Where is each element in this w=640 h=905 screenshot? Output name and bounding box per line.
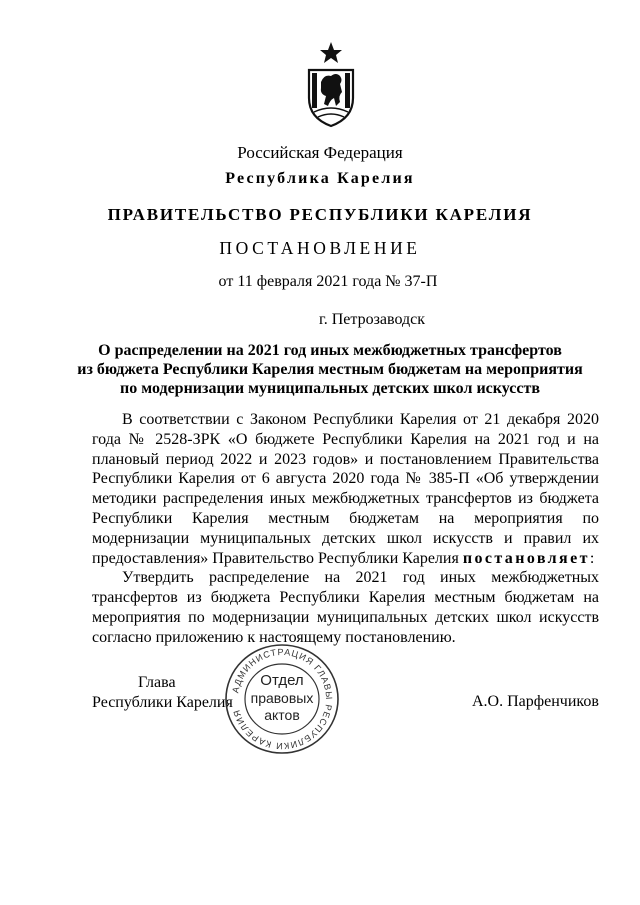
coat-of-arms-emblem <box>304 40 358 128</box>
stamp-line: актов <box>264 707 300 723</box>
stamp-ring-text: АДМИНИСТРАЦИЯ ГЛАВЫ РЕСПУБЛИКИ КАРЕЛИЯ <box>230 646 335 752</box>
keyword-decree: постановляет <box>462 549 590 567</box>
signatory-name: А.О. Парфенчиков <box>472 693 599 710</box>
document-date-number: от 11 февраля 2021 года № 37-П <box>218 273 438 290</box>
title-line: из бюджета Республики Карелия местным бюджетам на мероприятия <box>77 361 583 378</box>
body-paragraph: Утвердить распределение на 2021 год иных межбюджетных трансфертов из бюджета Республики Карелия местным бюджетам на мероприятия по модернизации муниципальных детских школ искусств согласно приложению к настоящему постановлению. <box>92 569 599 646</box>
country-name: Российская Федерация <box>237 143 403 162</box>
government-name: ПРАВИТЕЛЬСТВО РЕСПУБЛИКИ КАРЕЛИЯ <box>107 205 533 224</box>
paragraph-end: : <box>589 549 595 567</box>
body-paragraph <box>92 410 599 568</box>
title-line: О распределении на 2021 год иных межбюджетных трансфертов <box>98 342 562 359</box>
republic-name: Республика Карелия <box>225 170 415 187</box>
position-line: Республики Карелия <box>92 693 233 711</box>
title-line: по модернизации муниципальных детских школ искусств <box>120 380 540 397</box>
stamp-line: Отдел <box>260 672 304 689</box>
document-title <box>60 341 600 398</box>
signatory-position <box>92 673 233 712</box>
paragraph-text: В соответствии с Законом Республики Карелия от 21 декабря 2020 года № 2528-ЗРК «О бюджете Республики Карелия на 2021 год и на плановый период 2022 и 2023 годов» и постановлением Правительства Республики Карелия от 6 августа 2020 года № 385-П «Об утверждении методики распределения иных межбюджетных трансфертов из бюджета Республики Карелия местным бюджетам на мероприятия по модернизации муниципальных детских школ искусств и правил их предоставления» Правительство Республики Карелия <box>92 411 599 567</box>
document-type: ПОСТАНОВЛЕНИЕ <box>219 238 421 258</box>
document-city: г. Петрозаводск <box>318 311 426 328</box>
stamp-line: правовых <box>250 690 314 706</box>
official-stamp <box>217 642 347 756</box>
document-body <box>92 410 599 648</box>
position-line: Глава <box>138 674 176 691</box>
